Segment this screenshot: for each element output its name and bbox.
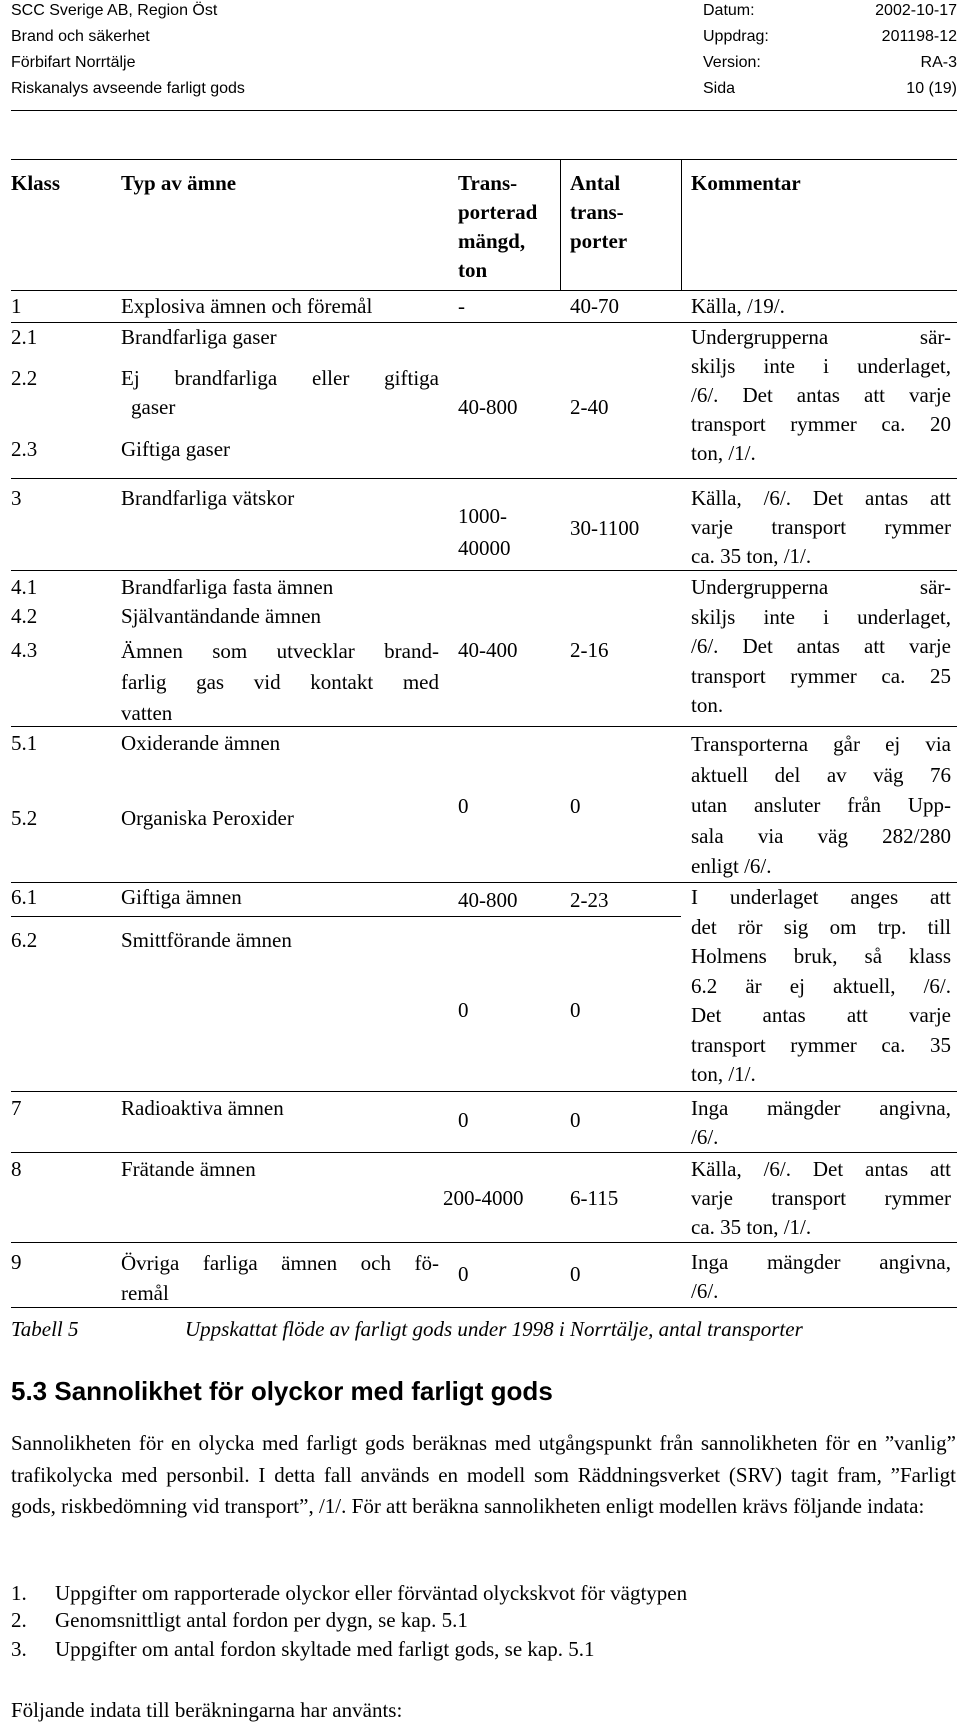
row-1-mangd: -: [458, 294, 465, 318]
header-sida-value: 10 (19): [906, 80, 957, 97]
header-project: Förbifart Norrtälje: [11, 54, 136, 71]
row-5-1-typ: Oxiderande ämnen: [121, 731, 281, 755]
row-6-2-klass: 6.2: [11, 928, 38, 952]
row-2-3-klass: 2.3: [11, 437, 38, 461]
row-7-kommentar: Inga mängder angivna, /6/.: [691, 1096, 951, 1149]
col-header-typ: Typ av ämne: [121, 171, 237, 195]
col-header-kommentar: Kommentar: [691, 171, 801, 195]
group-5-mangd: 0: [458, 794, 469, 818]
group-5-antal: 0: [570, 794, 581, 818]
table-rule: [11, 1091, 957, 1092]
table-rule: [11, 1242, 957, 1243]
row-4-1-klass: 4.1: [11, 575, 38, 599]
group-4-kommentar: Undergrupperna sär- skiljs inte i underlaget, /6/. Det antas att varje transport rymmer ca. 25 ton.: [691, 575, 951, 717]
row-8-antal: 6-115: [570, 1186, 619, 1210]
list-item: 1. Uppgifter om rapporterade olyckor eller förväntad olyckskvot för vägtypen: [11, 1581, 688, 1605]
row-6-1-antal: 2-23: [570, 888, 609, 912]
table-rule-partial: [11, 916, 681, 917]
list-item: 3. Uppgifter om antal fordon skyltade med farligt gods, se kap. 5.1: [11, 1637, 595, 1661]
col-header-antal: Antal trans- porter: [570, 171, 628, 253]
row-8-kommentar: Källa, /6/. Det antas att varje transport rymmer ca. 35 ton, /1/.: [691, 1157, 951, 1239]
row-1-kommentar: Källa, /19/.: [691, 294, 785, 318]
row-8-mangd: 200-4000: [443, 1186, 524, 1210]
row-4-3-klass: 4.3: [11, 638, 38, 662]
row-4-1-typ: Brandfarliga fasta ämnen: [121, 575, 334, 599]
row-3-mangd: 1000- 40000: [458, 504, 511, 560]
table-rule-top: [11, 159, 957, 160]
table-rule: [11, 1152, 957, 1153]
section-heading: 5.3 Sannolikhet för olyckor med farligt gods: [11, 1376, 553, 1406]
table-rule: [11, 726, 957, 727]
header-dept: Brand och säkerhet: [11, 28, 150, 45]
row-7-klass: 7: [11, 1096, 22, 1120]
list-item: 2. Genomsnittligt antal fordon per dygn, se kap. 5.1: [11, 1608, 468, 1632]
col-header-mangd: Trans- porterad mängd, ton: [458, 171, 538, 282]
row-5-2-klass: 5.2: [11, 806, 38, 830]
header-version-label: Version:: [703, 54, 761, 71]
row-7-antal: 0: [570, 1108, 581, 1132]
group-2-antal: 2-40: [570, 395, 609, 419]
header-uppdrag-label: Uppdrag:: [703, 28, 769, 45]
row-1-typ: Explosiva ämnen och föremål: [121, 294, 373, 318]
table-rule-header-col: [681, 159, 682, 290]
table-rule: [11, 570, 957, 571]
row-9-klass: 9: [11, 1250, 22, 1274]
row-6-2-typ: Smittförande ämnen: [121, 928, 292, 952]
header-sida-label: Sida: [703, 80, 736, 97]
table-rule-header: [11, 290, 957, 291]
row-9-typ: Övriga farliga ämnen och fö- remål: [121, 1251, 439, 1305]
row-3-kommentar: Källa, /6/. Det antas att varje transport rymmer ca. 35 ton, /1/.: [691, 486, 951, 568]
header-doc-title: Riskanalys avseende farligt gods: [11, 80, 245, 97]
header-divider: [11, 110, 957, 111]
row-2-2-typ: Ej brandfarliga eller giftiga gaser: [121, 366, 439, 419]
col-header-klass: Klass: [11, 171, 61, 195]
group-2-mangd: 40-800: [458, 395, 518, 419]
row-6-2-mangd: 0: [458, 998, 469, 1022]
row-2-1-typ: Brandfarliga gaser: [121, 325, 277, 349]
header-version-value: RA-3: [920, 54, 957, 71]
table-rule-header-col: [560, 159, 561, 290]
row-7-typ: Radioaktiva ämnen: [121, 1096, 284, 1120]
row-6-2-antal: 0: [570, 998, 581, 1022]
group-4-antal: 2-16: [570, 638, 609, 662]
row-2-3-typ: Giftiga gaser: [121, 437, 231, 461]
group-6-kommentar: I underlaget anges att det rör sig om trp. till Holmens bruk, så klass 6.2 är ej aktuell, /6/. Det antas att varje transport rymmer ca. 35 ton, /1/.: [691, 885, 951, 1086]
row-7-mangd: 0: [458, 1108, 469, 1132]
header-company: SCC Sverige AB, Region Öst: [11, 2, 218, 19]
table-rule-bottom: [11, 1307, 957, 1308]
row-5-2-typ: Organiska Peroxider: [121, 806, 294, 830]
row-3-antal: 30-1100: [570, 516, 640, 540]
row-6-1-mangd: 40-800: [458, 888, 518, 912]
group-4-mangd: 40-400: [458, 638, 518, 662]
header-uppdrag-value: 201198-12: [881, 28, 957, 45]
row-6-1-klass: 6.1: [11, 885, 38, 909]
row-3-typ: Brandfarliga vätskor: [121, 486, 295, 510]
row-4-2-klass: 4.2: [11, 604, 38, 628]
row-1-antal: 40-70: [570, 294, 619, 318]
group-2-kommentar: Undergrupperna sär- skiljs inte i underlaget, /6/. Det antas att varje transport rymmer ca. 20 ton, /1/.: [691, 325, 951, 465]
row-9-mangd: 0: [458, 1262, 469, 1286]
row-3-klass: 3: [11, 486, 22, 510]
row-8-typ: Frätande ämnen: [121, 1157, 256, 1181]
row-1-klass: 1: [11, 294, 22, 318]
row-6-1-typ: Giftiga ämnen: [121, 885, 242, 909]
table-caption-text: Uppskattat flöde av farligt gods under 1998 i Norrtälje, antal transporter: [185, 1317, 803, 1341]
row-2-2-klass: 2.2: [11, 366, 38, 390]
table-caption-label: Tabell 5: [11, 1317, 79, 1341]
row-8-klass: 8: [11, 1157, 22, 1181]
row-4-3-typ: Ämnen som utvecklar brand- farlig gas vid kontakt med vatten: [121, 639, 439, 725]
table-rule: [11, 478, 957, 479]
closing-line: Följande indata till beräkningarna har använts:: [11, 1698, 403, 1722]
row-9-kommentar: Inga mängder angivna, /6/.: [691, 1250, 951, 1303]
header-datum-value: 2002-10-17: [875, 2, 957, 19]
row-9-antal: 0: [570, 1262, 581, 1286]
section-paragraph: Sannolikheten för en olycka med farligt gods beräknas med utgångspunkt från sannolikheten för en ”vanlig” trafikolycka med personbil. I detta fall används en modell som Räddningsverket (SRV) tagit fram, ”Farligt gods, riskbedömning vid transport”, /1/. För att beräkna sannolikheten enligt modellen krävs följande indata:: [11, 1431, 956, 1518]
row-4-2-typ: Självantändande ämnen: [121, 604, 322, 628]
header-datum-label: Datum:: [703, 2, 755, 19]
row-5-1-klass: 5.1: [11, 731, 38, 755]
row-2-1-klass: 2.1: [11, 325, 38, 349]
group-5-kommentar: Transporterna går ej via aktuell del av väg 76 utan ansluter från Upp- sala via väg 282/280 enligt /6/.: [691, 732, 951, 878]
